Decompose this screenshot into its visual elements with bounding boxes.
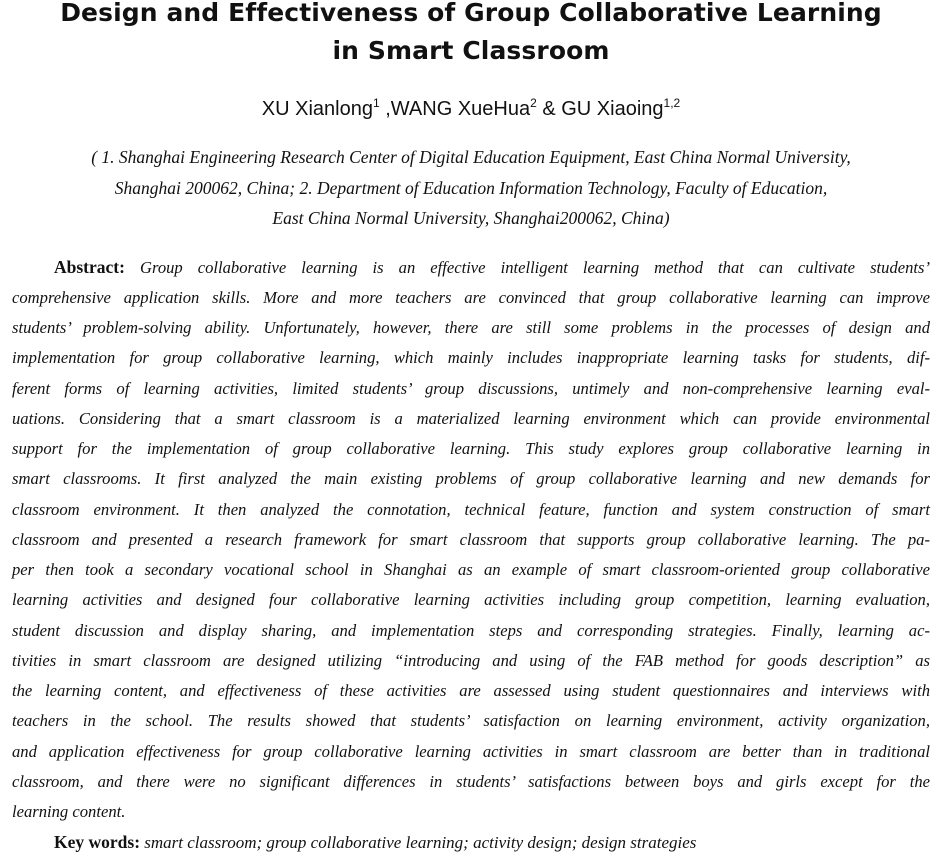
affiliation-line: ( 1. Shanghai Engineering Research Center of Digital Education Equipment, East China Normal University, <box>91 147 851 167</box>
affiliation-block <box>12 142 930 234</box>
abstract-line: ferent forms of learning activities, limited students’ group discussions, untimely and non-comprehensive learning eval- <box>12 378 930 398</box>
abstract-block <box>12 252 930 828</box>
abstract-first-text: Group collaborative learning is an effective intelligent learning method that can cultivate students’ <box>140 257 930 277</box>
author-affiliation-mark: 1 <box>372 96 380 110</box>
abstract-line: students’ problem-solving ability. Unfortunately, however, there are still some problems in the processes of design and <box>12 318 930 337</box>
author-name: GU Xiaoing <box>561 98 664 120</box>
paper-title-line-2: in Smart Classroom <box>332 36 610 65</box>
keywords-list: smart classroom; group collaborative learning; activity design; design strategies <box>144 833 697 853</box>
abstract-label-separator: : <box>119 256 125 277</box>
abstract-line: teachers in the school. The results showed that students’ satisfaction on learning environment, activity organization, <box>12 711 930 731</box>
abstract-line: uations. Considering that a smart classroom is a materialized learning environment which can provide environmental <box>12 408 930 428</box>
abstract-line: implementation for group collaborative learning, which mainly includes inappropriate learning tasks for students, dif- <box>12 348 930 368</box>
affiliation-line: East China Normal University, Shanghai200062, China) <box>272 208 670 228</box>
abstract-line: tivities in smart classroom are designed utilizing “introducing and using of the FAB method for goods description” as <box>12 650 930 670</box>
keywords-label: Key words <box>54 832 135 853</box>
abstract-label: Abstract <box>54 256 120 277</box>
author-list <box>12 96 930 122</box>
abstract-line: student discussion and display sharing, and implementation steps and corresponding strategies. Finally, learning ac- <box>12 620 930 640</box>
paper-title-line-1: Design and Effectiveness of Group Collaborative Learning <box>60 0 882 27</box>
abstract-line: per then took a secondary vocational school in Shanghai as an example of smart classroom-oriented group collaborative <box>12 560 930 579</box>
abstract-line: classroom, and there were no significant differences in students’ satisfactions between boys and girls except for the <box>12 771 930 791</box>
author-affiliation-mark: 2 <box>530 96 537 110</box>
affiliation-line: Shanghai 200062, China; 2. Department of Education Information Technology, Faculty of Education, <box>114 177 828 198</box>
abstract-line: smart classrooms. It first analyzed the main existing problems of group collaborative learning and new demands for <box>12 469 930 489</box>
abstract-line: the learning content, and effectiveness of these activities are assessed using student questionnaires and interviews with <box>12 681 930 700</box>
abstract-line: support for the implementation of group collaborative learning. This study explores group collaborative learning in <box>12 439 930 458</box>
keywords-block <box>12 827 930 858</box>
author-separator: & <box>536 98 562 120</box>
abstract-line: learning activities and designed four collaborative learning activities including group competition, learning evaluation, <box>12 590 930 610</box>
abstract-line: classroom and presented a research framework for smart classroom that supports group collaborative learning. The pa- <box>12 529 930 549</box>
author-affiliation-mark: 1,2 <box>663 96 681 110</box>
abstract-line: comprehensive application skills. More and more teachers are convinced that group collaborative learning can improve <box>12 287 930 307</box>
abstract-line: classroom environment. It then analyzed the connotation, technical feature, function and system construction of smart <box>12 499 930 519</box>
author-name: WANG XueHua <box>390 98 531 120</box>
abstract-line <box>12 252 930 283</box>
abstract-line: learning content. <box>12 802 126 821</box>
keywords-label-separator: : <box>134 832 141 853</box>
paper-title <box>12 0 930 70</box>
author-name: XU Xianlong <box>261 98 373 120</box>
author-separator: , <box>379 98 391 120</box>
abstract-line: and application effectiveness for group collaborative learning activities in smart classroom are better than in traditional <box>12 741 930 761</box>
